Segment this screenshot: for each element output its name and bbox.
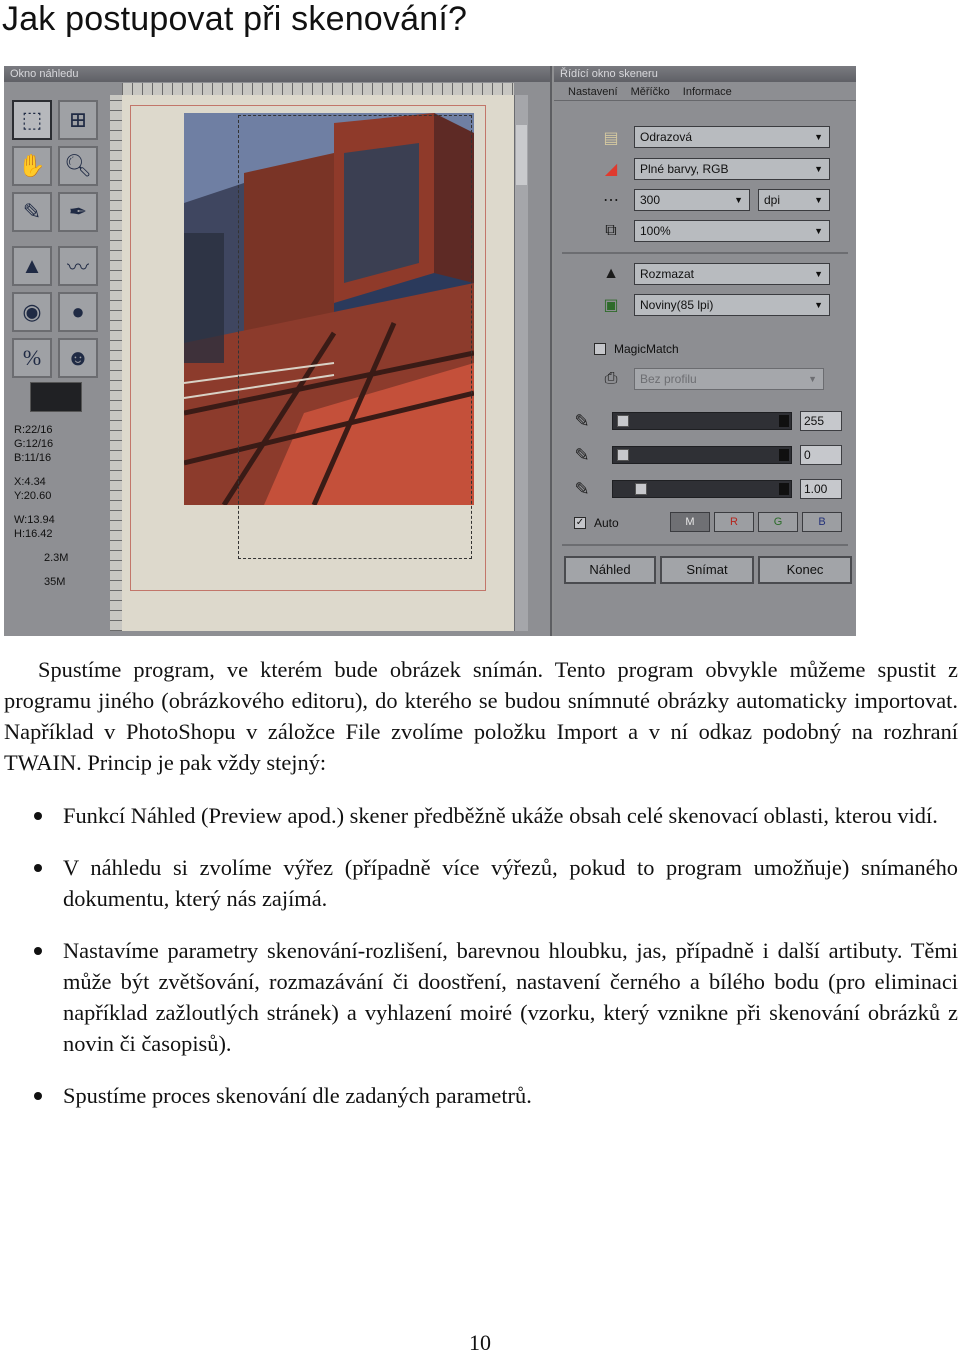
magicmatch-label: MagicMatch bbox=[614, 342, 679, 356]
channel-master-button[interactable]: M bbox=[670, 512, 710, 532]
scanner-screenshot bbox=[4, 66, 856, 636]
levels-tool-icon[interactable]: ▲ bbox=[12, 246, 52, 286]
profile-select[interactable] bbox=[634, 368, 824, 390]
scan-mode-value: Odrazová bbox=[640, 130, 693, 144]
readout-h: H:16.42 bbox=[14, 528, 53, 540]
page-number: 10 bbox=[469, 1330, 491, 1355]
scanner-window-title: Řídící okno skeneru bbox=[554, 66, 856, 82]
shadow-eyedropper-icon[interactable]: ✎ bbox=[574, 444, 590, 465]
menu-info[interactable]: Informace bbox=[682, 86, 732, 98]
steps-list bbox=[4, 800, 958, 1132]
intro-paragraph: Spustíme program, ve kterém bude obrázek snímán. Tento program obvykle můžeme spustit z programu jiného (obrázkového editoru), do kterého se budou snímnuté obrázky automaticky importovat. Například v PhotoShopu v záložce File zvolíme položku Import a v ní odkaz podobný na rozhraní TWAIN. Princip je pak vždy stejný: bbox=[4, 657, 958, 775]
shadow-value[interactable]: 0 bbox=[800, 445, 842, 465]
readout-w: W:13.94 bbox=[14, 514, 55, 526]
unit-select[interactable] bbox=[758, 189, 830, 211]
unit-value: dpi bbox=[764, 193, 781, 207]
color-mode-value: Plné barvy, RGB bbox=[640, 162, 729, 176]
portrait-tool-icon[interactable]: ☻ bbox=[58, 338, 98, 378]
curves-tool-icon[interactable]: 〰 bbox=[58, 246, 98, 286]
pen-tool-icon[interactable]: ✒ bbox=[58, 192, 98, 232]
slider-knob[interactable] bbox=[635, 483, 647, 495]
color-balance-tool-icon[interactable]: ◉ bbox=[12, 292, 52, 332]
resolution-icon: ⋯ bbox=[603, 192, 619, 209]
chevron-down-icon: ▼ bbox=[814, 300, 823, 310]
list-item-text: Funkcí Náhled (Preview apod.) skener předběžně ukáže obsah celé skenovací oblasti, kterou vidí. bbox=[63, 803, 938, 828]
percent-tool-icon[interactable]: % bbox=[12, 338, 52, 378]
readout-g: G:12/16 bbox=[14, 438, 54, 450]
gamma-slider[interactable] bbox=[612, 480, 792, 498]
highlight-slider[interactable] bbox=[612, 412, 792, 430]
bullet-icon bbox=[34, 1092, 42, 1100]
chevron-down-icon: ▼ bbox=[814, 132, 823, 142]
chevron-down-icon: ▼ bbox=[814, 226, 823, 236]
list-item bbox=[4, 800, 958, 831]
slider-end bbox=[779, 415, 789, 427]
readout-y: Y:20.60 bbox=[14, 490, 52, 502]
slider-end bbox=[779, 483, 789, 495]
scan-button[interactable]: Snímat bbox=[660, 556, 754, 584]
filter-select[interactable] bbox=[634, 263, 830, 285]
page-heading: Jak postupovat při skenování? bbox=[2, 0, 468, 38]
list-item-text: Spustíme proces skenování dle zadaných parametrů. bbox=[63, 1083, 532, 1108]
readout-panel bbox=[14, 423, 68, 589]
magicmatch-checkbox[interactable] bbox=[594, 343, 606, 355]
vertical-scrollbar[interactable] bbox=[514, 95, 528, 631]
descreen-icon: ▣ bbox=[603, 297, 619, 314]
multi-select-tool-icon[interactable]: ⊞ bbox=[58, 100, 98, 140]
chevron-down-icon: ▼ bbox=[808, 374, 817, 384]
crop-selection[interactable] bbox=[238, 115, 472, 559]
slider-knob[interactable] bbox=[617, 449, 629, 461]
list-item-text: V náhledu si zvolíme výřez (případně více výřezů, pokud to program umožňuje) snímaného dokumentu, který nás zajímá. bbox=[63, 855, 958, 911]
scan-mode-select[interactable] bbox=[634, 126, 830, 148]
readout-r: R:22/16 bbox=[14, 424, 53, 436]
printer-icon: ⎙ bbox=[604, 370, 618, 387]
list-item-text: Nastavíme parametry skenování-rozlišení, barevnou hloubku, jas, případně i další artibuty. Těmi může být zvětšování, rozmazávání či doostření, nastavení černého a bílého bodu (pro eliminaci například zažloutlých stránek) a vyhlazení moiré (vzorku, který vznikne při skenování obrázků z novin či časopisů). bbox=[63, 938, 958, 1056]
preview-window-title: Okno náhledu bbox=[4, 66, 550, 82]
separator bbox=[562, 252, 848, 254]
chevron-down-icon: ▼ bbox=[814, 195, 823, 205]
bullet-icon bbox=[34, 947, 42, 955]
blur-icon: ▲ bbox=[603, 265, 619, 282]
bullet-icon bbox=[34, 864, 42, 872]
channel-red-button[interactable]: R bbox=[714, 512, 754, 532]
vertical-ruler bbox=[110, 95, 122, 631]
profile-value: Bez profilu bbox=[640, 372, 697, 386]
slider-end bbox=[779, 449, 789, 461]
preview-button[interactable]: Náhled bbox=[564, 556, 656, 584]
auto-row[interactable] bbox=[574, 516, 619, 530]
list-item bbox=[4, 935, 958, 1059]
descreen-select[interactable] bbox=[634, 294, 830, 316]
color-mode-select[interactable] bbox=[634, 158, 830, 180]
resolution-value: 300 bbox=[640, 193, 661, 207]
marquee-tool-icon[interactable]: ⬚ bbox=[12, 100, 52, 140]
scrollbar-thumb[interactable] bbox=[516, 125, 527, 185]
chevron-down-icon: ▼ bbox=[734, 195, 743, 205]
document-type-icon: ▤ bbox=[603, 130, 619, 147]
auto-checkbox[interactable]: ✓ bbox=[575, 517, 585, 528]
auto-label: Auto bbox=[594, 516, 619, 530]
zoom-tool-icon[interactable]: 🔍︎ bbox=[58, 146, 98, 186]
gamma-eyedropper-icon[interactable]: ✎ bbox=[574, 478, 590, 499]
scale-select[interactable] bbox=[634, 220, 830, 242]
separator bbox=[562, 544, 848, 546]
scale-icon: ⧉ bbox=[605, 222, 617, 239]
chevron-down-icon: ▼ bbox=[814, 164, 823, 174]
hue-saturation-tool-icon[interactable]: ● bbox=[58, 292, 98, 332]
close-button[interactable]: Konec bbox=[758, 556, 852, 584]
chevron-down-icon: ▼ bbox=[814, 269, 823, 279]
list-item bbox=[4, 852, 958, 914]
menu-ruler[interactable]: Měříčko bbox=[630, 86, 670, 98]
menu-settings[interactable]: Nastavení bbox=[568, 86, 618, 98]
resolution-select[interactable] bbox=[634, 189, 750, 211]
filter-value: Rozmazat bbox=[640, 267, 695, 281]
highlight-eyedropper-icon[interactable]: ✎ bbox=[574, 410, 590, 431]
readout-size-2: 35M bbox=[44, 576, 66, 588]
hand-tool-icon[interactable]: ✋ bbox=[12, 146, 52, 186]
list-item bbox=[4, 1080, 958, 1111]
bullet-icon bbox=[34, 812, 42, 820]
readout-size-1: 2.3M bbox=[44, 552, 69, 564]
channel-blue-button[interactable]: B bbox=[802, 512, 842, 532]
color-mode-icon: ◢ bbox=[604, 161, 618, 178]
color-swatch bbox=[30, 382, 82, 412]
preview-canvas[interactable] bbox=[122, 95, 514, 631]
preview-window bbox=[4, 66, 552, 636]
scanner-control-window bbox=[554, 66, 856, 636]
horizontal-ruler bbox=[122, 83, 514, 95]
channel-green-button[interactable]: G bbox=[758, 512, 798, 532]
readout-x: X:4.34 bbox=[14, 476, 46, 488]
shadow-slider[interactable] bbox=[612, 446, 792, 464]
highlight-value[interactable]: 255 bbox=[800, 411, 842, 431]
slider-knob[interactable] bbox=[617, 415, 629, 427]
magicmatch-row[interactable] bbox=[594, 342, 679, 356]
scale-value: 100% bbox=[640, 224, 671, 238]
scanner-menu-bar bbox=[554, 83, 856, 101]
eyedropper-tool-icon[interactable]: ✎ bbox=[12, 192, 52, 232]
descreen-value: Noviny(85 lpi) bbox=[640, 298, 714, 312]
readout-b: B:11/16 bbox=[14, 452, 52, 464]
gamma-value[interactable]: 1.00 bbox=[800, 479, 842, 499]
